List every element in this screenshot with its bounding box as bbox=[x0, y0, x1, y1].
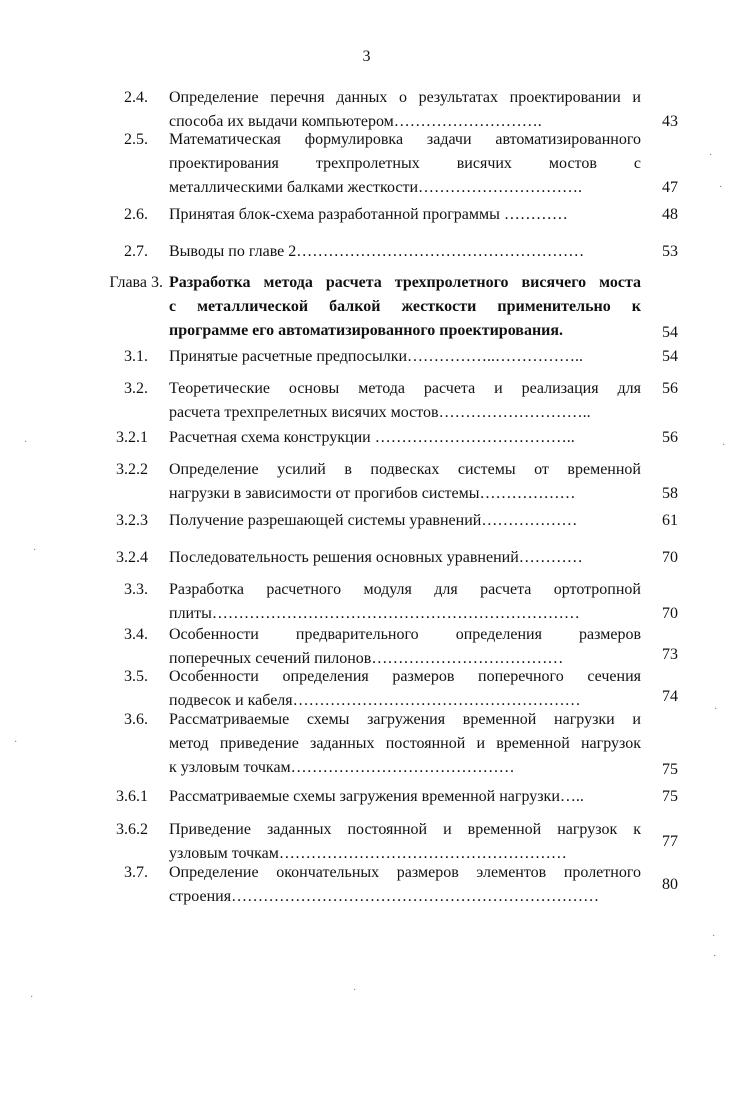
scan-speck: · bbox=[30, 992, 34, 1003]
toc-entry-title bbox=[169, 240, 641, 264]
toc-entry-line: метод приведение заданных постоянной и временной нагрузок bbox=[169, 735, 641, 752]
toc-entry-title bbox=[169, 708, 641, 780]
toc-entry-page: 54 bbox=[662, 348, 678, 365]
toc-entry-title bbox=[169, 128, 641, 200]
toc-entry-line: Математическая формулировка задачи автоматизированного bbox=[169, 131, 641, 148]
toc-entry-line: подвесок и кабеля……………………………………………… bbox=[169, 692, 581, 709]
scan-speck: · bbox=[719, 182, 723, 193]
toc-entry-line: Расчетная схема конструкции ……………………………….. bbox=[169, 429, 575, 446]
toc-entry-title bbox=[169, 345, 641, 369]
scan-speck: · bbox=[714, 704, 718, 715]
toc-entry-line: Рассматриваемые схемы загружения временной нагрузки….. bbox=[169, 788, 584, 805]
toc-entry-page: 56 bbox=[662, 429, 678, 446]
toc-entry-line: нагрузки в зависимости от прогибов системы……………… bbox=[169, 485, 576, 502]
scan-speck: · bbox=[33, 545, 37, 556]
toc-entry-line: Принятая блок-схема разработанной программы ………… bbox=[169, 206, 568, 223]
toc-entry-number: 2.6. bbox=[124, 206, 148, 223]
toc-entry-line: к узловым точкам…………………………………… bbox=[169, 759, 515, 776]
toc-entry-page: 75 bbox=[662, 788, 678, 805]
toc-entry-number: 3.2.2 bbox=[116, 461, 148, 478]
toc-entry-line: Определение усилий в подвесках системы от временной bbox=[169, 461, 641, 478]
toc-entry-line: Определение окончательных размеров элементов пролетного bbox=[169, 864, 641, 881]
scan-speck: · bbox=[722, 440, 726, 451]
page-number: 3 bbox=[362, 48, 371, 65]
toc-entry-number: 3.6.2 bbox=[116, 821, 148, 838]
toc-entry-line: Получение разрешающей системы уравнений……………… bbox=[169, 512, 578, 529]
toc-entry-page: 47 bbox=[662, 179, 678, 196]
toc-entry-line: расчета трехпрелетных висячих мостов……………………….. bbox=[169, 404, 591, 421]
toc-entry-page: 61 bbox=[662, 512, 678, 529]
scan-speck: · bbox=[709, 150, 713, 161]
toc-entry-number: 3.6.1 bbox=[116, 788, 148, 805]
toc-entry-page: 70 bbox=[662, 549, 678, 566]
toc-entry-line: способа их выдачи компьютером………………………. bbox=[169, 113, 542, 130]
toc-entry-page: 73 bbox=[662, 646, 678, 663]
toc-entry-line: Теоретические основы метода расчета и реализация для bbox=[169, 380, 641, 397]
toc-entry-title bbox=[169, 785, 641, 809]
toc-entry-line: Рассматриваемые схемы загружения временной нагрузки и bbox=[169, 711, 641, 728]
toc-entry-number: 3.2.3 bbox=[116, 512, 148, 529]
toc-entry-number: 3.3. bbox=[124, 581, 148, 598]
toc-entry-number: 3.4. bbox=[124, 626, 148, 643]
toc-entry-page: 80 bbox=[662, 876, 678, 893]
toc-entry-title bbox=[169, 377, 641, 425]
toc-entry-title bbox=[169, 426, 641, 450]
toc-entry-title bbox=[169, 578, 641, 626]
toc-entry-title bbox=[169, 546, 641, 570]
toc-entry-page: 70 bbox=[662, 605, 678, 622]
toc-entry-line: программе его автоматизированного проектирования. bbox=[169, 322, 564, 339]
scan-speck: · bbox=[14, 737, 18, 748]
toc-entry-line: Особенности предварительного определения размеров bbox=[169, 626, 641, 643]
toc-entry-title bbox=[169, 86, 641, 134]
toc-entry-page: 48 bbox=[662, 206, 678, 223]
toc-entry-number: 3.6. bbox=[124, 711, 148, 728]
toc-entry-line: узловым точкам……………………………………………… bbox=[169, 845, 567, 862]
toc-entry-page: 43 bbox=[662, 113, 678, 130]
toc-entry-number: 3.2.1 bbox=[116, 429, 148, 446]
toc-entry-page: 53 bbox=[662, 243, 678, 260]
toc-entry-title bbox=[169, 623, 641, 671]
toc-entry-number: 2.4. bbox=[124, 89, 148, 106]
toc-entry-line: плиты…………………………………………………………… bbox=[169, 605, 580, 622]
toc-entry-title bbox=[169, 458, 641, 506]
scan-speck: · bbox=[712, 931, 716, 942]
toc-entry-title bbox=[169, 665, 641, 713]
toc-chapter-title bbox=[169, 271, 641, 343]
toc-entry-line: Выводы по главе 2……………………………………………… bbox=[169, 243, 585, 260]
scan-speck: · bbox=[353, 985, 357, 996]
toc-entry-line: Принятые расчетные предпосылки……………..…………….. bbox=[169, 348, 584, 365]
toc-entry-page: 58 bbox=[662, 485, 678, 502]
toc-entry-number: 3.2.4 bbox=[116, 549, 148, 566]
toc-entry-line: Приведение заданных постоянной и временной нагрузок к bbox=[169, 821, 641, 838]
scan-speck: · bbox=[713, 951, 717, 962]
toc-entry-number: 3.7. bbox=[124, 864, 148, 881]
toc-entry-number: 2.5. bbox=[124, 131, 148, 148]
toc-entry-line: Последовательность решения основных уравнений………… bbox=[169, 549, 583, 566]
scan-speck: · bbox=[24, 437, 28, 448]
toc-entry-line: поперечных сечений пилонов……………………………… bbox=[169, 650, 564, 667]
toc-entry-line: строения…………………………………………………………… bbox=[169, 888, 600, 905]
toc-entry-page: 74 bbox=[662, 688, 678, 705]
toc-entry-title bbox=[169, 861, 641, 909]
toc-entry-page: 77 bbox=[662, 833, 678, 850]
toc-entry-title bbox=[169, 509, 641, 533]
toc-entry-line: с металлической балкой жесткости применительно к bbox=[169, 298, 641, 315]
toc-entry-title bbox=[169, 203, 641, 227]
toc-entry-line: Особенности определения размеров поперечного сечения bbox=[169, 668, 641, 685]
toc-entry-page: 54 bbox=[662, 324, 678, 341]
toc-entry-line: Разработка расчетного модуля для расчета ортотропной bbox=[169, 581, 641, 598]
toc-chapter-number: Глава 3. bbox=[109, 274, 163, 291]
toc-entry-page: 75 bbox=[662, 761, 678, 778]
toc-entry-line: Разработка метода расчета трехпролетного висячего моста bbox=[169, 274, 641, 291]
toc-entry-number: 3.2. bbox=[124, 380, 148, 397]
toc-entry-title bbox=[169, 818, 641, 866]
toc-entry-line: Определение перечня данных о результатах проектировании и bbox=[169, 89, 641, 106]
toc-entry-line: проектирования трехпролетных висячих мостов с bbox=[169, 155, 641, 172]
toc-entry-number: 3.1. bbox=[124, 348, 148, 365]
toc-entry-number: 3.5. bbox=[124, 668, 148, 685]
toc-entry-number: 2.7. bbox=[124, 243, 148, 260]
toc-entry-page: 56 bbox=[662, 380, 678, 397]
toc-entry-line: металлическими балками жесткости…………………………. bbox=[169, 179, 582, 196]
